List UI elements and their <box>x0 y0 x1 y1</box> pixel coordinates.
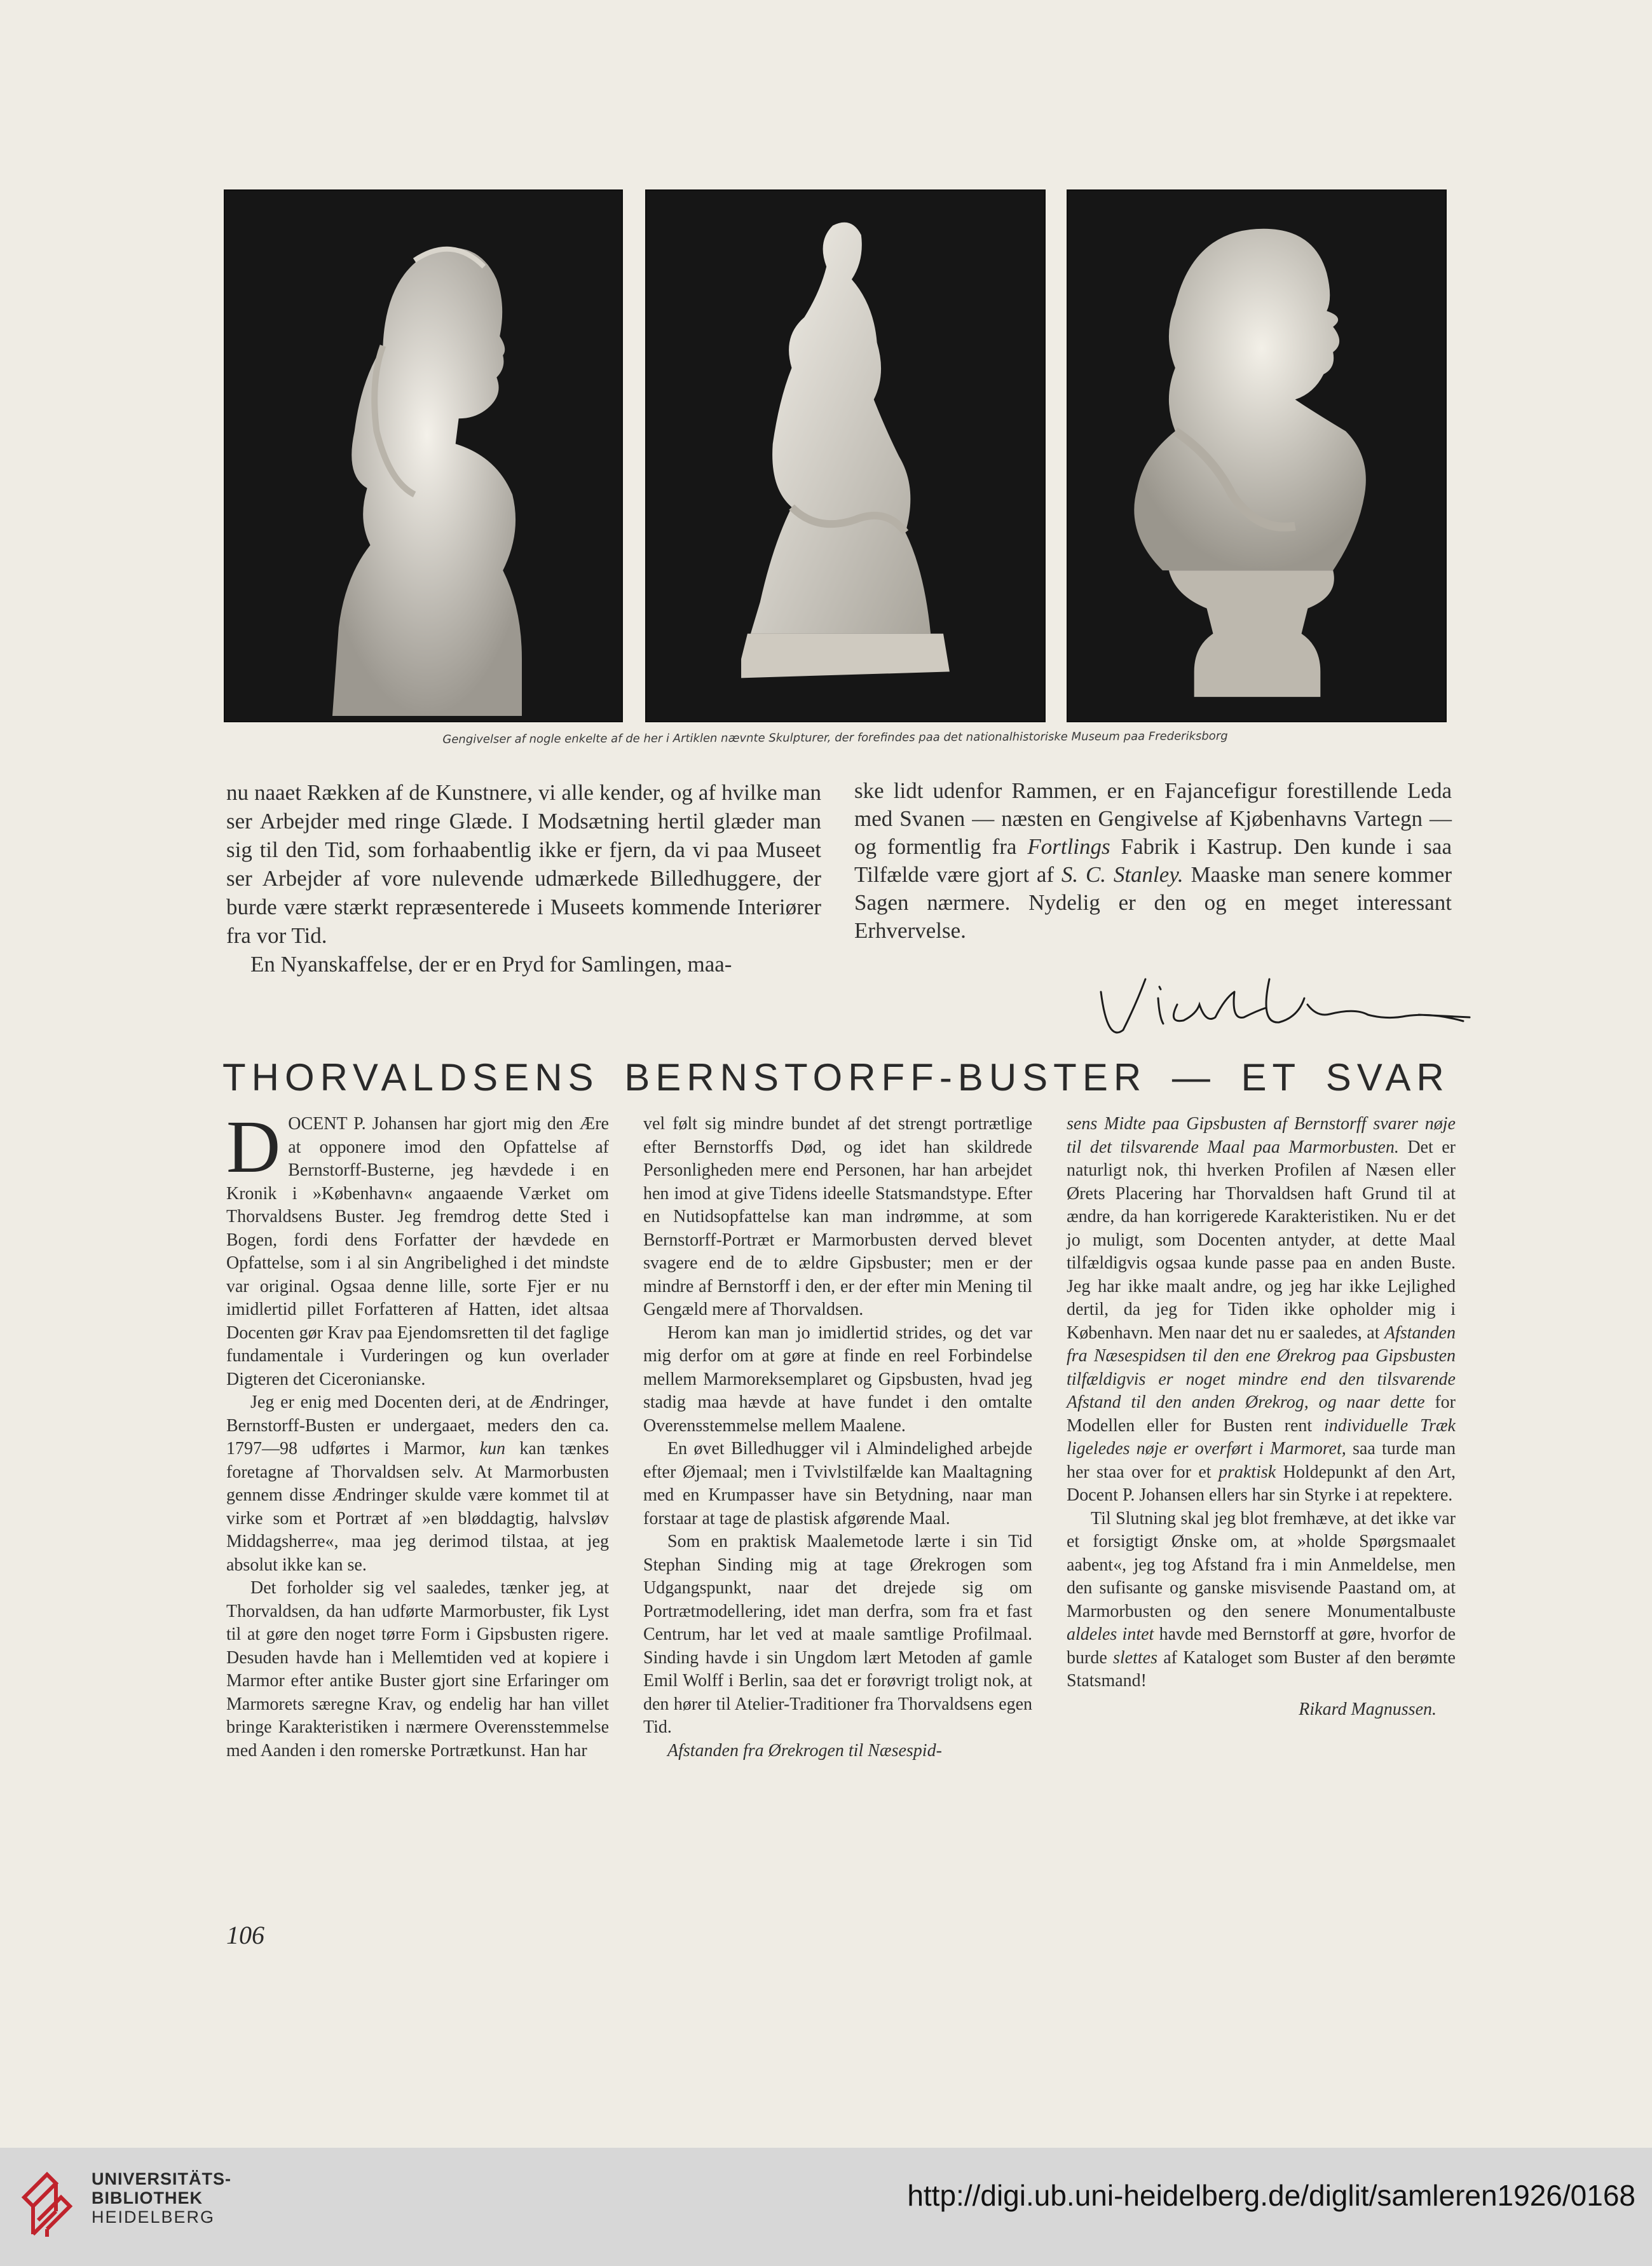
library-name <box>92 2169 231 2227</box>
photo-bust-woman <box>224 189 623 722</box>
article-paragraph: vel følt sig mindre bundet af det strengt portrætlige efter Bernstorffs Død, og idet han skildrede Personligheden mere end Personen, har han arbejdet hen imod at give Tidens ideelle Statsmandstype. Efter en Nutidsopfattelse kan man indrømme, at som Bernstorff-Portræt er Marmorbusten derved blevet svagere end de to ældre Gipsbuster; men er der mindre af Bernstorff i den, er der efter min Mening til Gengæld mere af Thorvaldsen. <box>643 1114 1032 1319</box>
article-paragraph: Det forholder sig vel saaledes, tænker jeg, at Thorvaldsen, da han udførte Marmorbuster, fik Lyst til at gøre den noget tørre Form i Gipsbusten rigere. Desuden havde han i Mellemtiden ved at kopiere i Marmor efter antike Buster gjort sine Erfaringer om Marmorets særegne Krav, og endelig har han villet bringe Karakteristiken i nærmere Overensstemmelse med Aanden i den romerske Portrætkunst. Han har <box>226 1578 609 1761</box>
article-paragraph: sens Midte paa Gipsbusten af Bernstorff svarer nøje til det tilsvarende Maal paa Marmorbusten. Det er naturligt nok, thi hverken Profilen af Næsen eller Ørets Placering har Thorvaldsen haft Grund til at ændre, da han korrigerede Karakteristiken. Nu er det jo muligt, som Docenten antyder, at dette Maal tilfældigvis ogsaa kunde passe paa en anden Buste. Jeg har ikke maalt andre, og jeg har ikke Lejlighed dertil, da jeg for Tiden ikke opholder mig i København. Men naar det nu er saaledes, at Afstanden fra Næsespidsen til den ene Ørekrog paa Gipsbusten tilfældigvis er noget mindre end den tilsvarende Afstand til den anden Ørekrog, og naar dette for Modellen eller for Busten rent individuelle Træk ligeledes nøje er overført i Marmoret, saa turde man her staa over for et praktisk Holdepunkt af den Art, Docent P. Johansen ellers har sin Styrke i at repektere. <box>1067 1114 1456 1505</box>
photo-bust-bernstorff <box>1067 189 1447 722</box>
library-logo[interactable] <box>19 2163 79 2239</box>
article-author: Rikard Magnussen. <box>1299 1699 1437 1719</box>
article-column-1 <box>226 1105 609 1762</box>
article-title: THORVALDSENS BERNSTORFF-BUSTER — ET SVAR <box>222 1056 1450 1099</box>
drop-cap: D <box>226 1105 281 1188</box>
library-name-line-3: HEIDELBERG <box>92 2208 215 2227</box>
intro-left-column <box>226 778 821 979</box>
intro-left-paragraph-1: nu naaet Rækken af de Kunstnere, vi alle kender, og af hvilke man ser Arbejder med ringe Glæde. I Modsætning hertil glæder man sig til den Tid, som forhaabentlig ikke er fjern, da vi paa Museet ser Arbejder af vore nulevende udmærkede Billedhuggere, der burde være stærkt repræsenterede i Museets kommende Interiører fra vor Tid. <box>226 780 821 948</box>
bust-woman-profile-icon <box>225 191 622 721</box>
intro-left-paragraph-2: En Nyanskaffelse, der er en Pryd for Samlingen, maa- <box>250 952 732 977</box>
library-name-line-1: UNIVERSITÄTS- <box>92 2169 232 2188</box>
figure-caption: Gengivelser af nogle enkelte af de her i Artiklen nævnte Skulpturer, der forefindes paa det nationalhistoriske Museum paa Frederiksborg <box>442 729 1228 746</box>
article-paragraph: DOCENT P. Johansen har gjort mig den Ære at opponere imod den Opfattelse af Bernstorff-Busterne, jeg hævdede i en Kronik i »København« angaaende Værket om Thorvaldsens Buster. Jeg fremdrog dette Sted i Bogen, fordi dens Forfatter der hævdede en Opfattelse, som i al sin Angribelighed i det mindste var original. Ogsaa denne lille, sorte Fjer er nu imidlertid pillet Forfatteren af Hatten, idet altsaa Docenten gør Krav paa Ejendomsretten til det faglige fundamentale i Vurderingen og kun overlader Digteren det Ciceronianske. <box>226 1105 609 1389</box>
bust-bernstorff-profile-icon <box>1068 191 1445 721</box>
statue-leda-swan-icon <box>646 191 1044 721</box>
library-logo-icon <box>19 2163 79 2239</box>
article-column-3 <box>1067 1113 1456 1721</box>
library-name-line-2: BIBLIOTHEK <box>92 2188 203 2208</box>
article-paragraph: Herom kan man jo imidlertid strides, og det var mig derfor om at gøre at finde en reel Forbindelse mellem Marmoreksemplaret og Gipsbusten, hvad jeg stadig maa hævde at have fundet i den omtalte Overensstemmelse mellem Maalene. <box>643 1322 1032 1436</box>
source-url-link[interactable]: http://digi.ub.uni-heidelberg.de/diglit/samleren1926/0168 <box>907 2179 1635 2212</box>
intro-right-paragraph: ske lidt udenfor Rammen, er en Fajancefigur forestillende Leda med Svanen — næsten en Gengivelse af Kjøbenhavns Vartegn — og formentlig fra Fortlings Fabrik i Kastrup. Den kunde i saa Tilfælde være gjort af S. C. Stanley. Maaske man senere kommer Sagen nærmere. Nydelig er den og en meget interessant Erhvervelse. <box>854 778 1452 943</box>
article-paragraph: En øvet Billedhugger vil i Almindelighed arbejde efter Øjemaal; men i Tvivlstilfælde kan Maaltagning med en Krumpasser have sin Betydning, naar man forstaar at tage de plastisk afgørende Maal. <box>643 1439 1032 1528</box>
article-column-2 <box>643 1113 1032 1762</box>
handwritten-signature <box>1088 954 1482 1043</box>
article-paragraph: Som en praktisk Maalemetode lærte i sin Tid Stephan Sinding mig at tage Ørekrogen som Udgangspunkt, naar det drejede sig om Portrætmodellering, idet man derfra, som fra et fast Centrum, har let ved at maale samtlige Profilmaal. Sinding havde i sin Ungdom lært Metoden af gamle Emil Wolff i Berlin, saa det er forøvrigt troligt nok, at den hører til Atelier-Traditioner fra Thorvaldsens egen Tid. <box>643 1532 1032 1737</box>
intro-right-column <box>854 777 1452 945</box>
article-paragraph: Jeg er enig med Docenten deri, at de Ændringer, Bernstorff-Busten er undergaaet, meders den ca. 1797—98 udførtes i Marmor, kun kan tænkes foretagne af Thorvaldsen selv. At Marmorbusten gennem disse Ændringer skulde være kommet til at virke som et Portræt af »en bløddagtig, halvsløv Middagsherre«, maa jeg derimod tilstaa, at jeg absolut ikke kan se. <box>226 1392 609 1575</box>
article-paragraph: Afstanden fra Ørekrogen til Næsespid- <box>667 1740 942 1761</box>
photo-statue-leda <box>645 189 1046 722</box>
page-number: 106 <box>226 1921 264 1949</box>
article-paragraph: Til Slutning skal jeg blot fremhæve, at det ikke var et forsigtigt Ønske om, at »holde Spørgsmaalet aabent«, jeg tog Afstand fra i min Anmeldelse, men den sufisante og ganske misvisende Paastand om, at Marmorbusten og den senere Monumentalbuste aldeles intet havde med Bernstorff at gøre, hvorfor de burde slettes af Kataloget som Buster af den berømte Statsmand! <box>1067 1508 1456 1691</box>
